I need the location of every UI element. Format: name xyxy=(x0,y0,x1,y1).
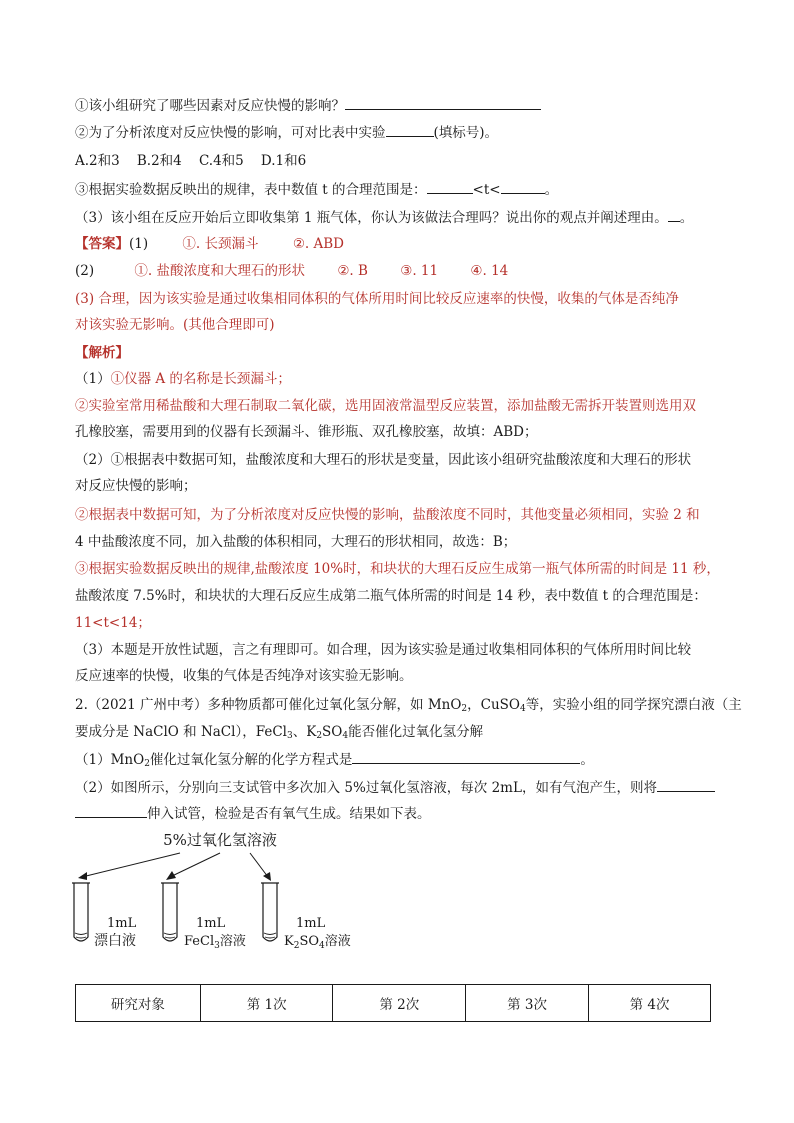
test-tube-figure xyxy=(60,825,380,955)
arrowhead-left xyxy=(78,872,87,880)
arrow-line-middle xyxy=(170,853,220,877)
arrowhead-middle xyxy=(166,871,176,880)
problem-2-q2-cont: 伸入试管，检验是否有氧气生成。结果如下表。 xyxy=(75,804,431,823)
test-tube-2 xyxy=(161,883,246,951)
table-header-cell: 第 2次 xyxy=(333,985,466,1022)
analysis-line-6a: （3）本题是开放性试题，言之有理即可。如合理，因为该实验是通过收集相同体积的气体所用时间比较 xyxy=(75,642,692,658)
options-line: A.2和3 B.2和4 C.4和5 D.1和6 xyxy=(75,153,307,169)
answer-blank[interactable] xyxy=(352,750,580,764)
table-header-row xyxy=(76,985,711,1022)
question-line-3: ③根据实验数据反映出的规律，表中数值 t 的合理范围是： <t< 。 xyxy=(75,182,559,198)
answer-blank[interactable] xyxy=(657,778,715,792)
analysis-line-1: （1）①仪器 A 的名称是长颈漏斗； xyxy=(75,371,291,387)
table-header-cell: 第 1次 xyxy=(200,985,333,1022)
problem-2-line-2: 要成分是 NaClO 和 NaCl），FeCl$_3$、$K_2SO_4$能否催化过氧化氢分解 xyxy=(75,724,484,741)
answer-line-3b: 对该实验无影响。(其他合理即可) xyxy=(75,317,275,333)
answer-label: 【答案】 xyxy=(75,236,129,252)
analysis-line-5b: 盐酸浓度 7.5%时，和块状的大理石反应生成第二瓶气体所需的时间是 14 秒，表中数值 t 的合理范围是： xyxy=(75,588,707,604)
analysis-line-4b: 4 中盐酸浓度不同，加入盐酸的体积相同，大理石的形状相同，故选：B； xyxy=(75,534,517,550)
tube-3-label: $K_2SO_4$溶液 xyxy=(284,934,351,951)
question-line-1: ①该小组研究了哪些因素对反应快慢的影响？ xyxy=(75,96,541,115)
figure-title: 5%过氧化氢溶液 xyxy=(163,831,277,849)
tube-2-label: FeCl$_3$溶液 xyxy=(184,934,246,951)
analysis-line-2b: 孔橡胶塞，需要用到的仪器有长颈漏斗、锥形瓶、双孔橡胶塞，故填：ABD； xyxy=(75,424,538,440)
answer-line-1: 【答案】(1) ①. 长颈漏斗 ②. ABD xyxy=(75,236,344,252)
problem-2-line-1: 2.（2021 广州中考）多种物质都可催化过氧化氢分解，如 MnO$_2$，CuSO$_4$等，实验小组的同学探究漂白液（主 xyxy=(75,697,742,714)
tube-3-volume: 1mL xyxy=(296,916,326,931)
tube-1-volume: 1mL xyxy=(107,916,137,931)
problem-2-q2: （2）如图所示，分别向三支试管中多次加入 5%过氧化氢溶液，每次 2mL，如有气泡产生，则将 xyxy=(75,778,715,797)
answer-line-2: (2) ①. 盐酸浓度和大理石的形状 ②. B ③. 11 ④. 14 xyxy=(75,263,509,279)
question-line-4: （3）该小组在反应开始后立即收集第 1 瓶气体，你认为该做法合理吗？说出你的观点并阐述理由。 。 xyxy=(75,210,694,226)
analysis-line-2a: ②实验室常用稀盐酸和大理石制取二氧化碳，选用固液常温型反应装置，添加盐酸无需拆开装置则选用双 xyxy=(75,398,696,414)
analysis-line-4a: ②根据表中数据可知，为了分析浓度对反应快慢的影响，盐酸浓度不同时，其他变量必须相同，实验 2 和 xyxy=(75,507,700,523)
analysis-label: 【解析】 xyxy=(75,345,129,361)
arrow-line-right xyxy=(250,853,268,877)
answer-blank[interactable] xyxy=(345,96,541,110)
answer-blank[interactable] xyxy=(75,804,147,818)
question-line-2: ②为了分析浓度对反应快慢的影响，可对比表中实验 (填标号)。 xyxy=(75,125,499,141)
analysis-line-5c: 11<t<14； xyxy=(75,615,151,631)
test-tube-3 xyxy=(261,883,351,951)
test-tube-1 xyxy=(72,883,137,949)
table-header-cell: 第 3次 xyxy=(466,985,589,1022)
analysis-line-6b: 反应速率的快慢，收集的气体是否纯净对该实验无影响。 xyxy=(75,668,413,684)
tube-1-label: 漂白液 xyxy=(94,933,136,949)
results-table xyxy=(75,984,711,1022)
analysis-line-3a: （2）①根据表中数据可知，盐酸浓度和大理石的形状是变量，因此该小组研究盐酸浓度和大理石的形状 xyxy=(75,452,692,468)
answer-blank[interactable] xyxy=(427,180,473,194)
table-header-cell: 第 4次 xyxy=(589,985,711,1022)
arrow-line-left xyxy=(82,853,180,877)
table-header-cell: 研究对象 xyxy=(76,985,201,1022)
arrowhead-right xyxy=(263,872,271,881)
answer-blank[interactable] xyxy=(668,208,680,222)
analysis-line-5a: ③根据实验数据反映出的规律,盐酸浓度 10%时，和块状的大理石反应生成第一瓶气体所需的时间是 11 秒， xyxy=(75,561,720,577)
analysis-line-3b: 对反应快慢的影响； xyxy=(75,478,197,494)
problem-2-q1: （1）MnO$_2$催化过氧化氢分解的化学方程式是 。 xyxy=(75,752,594,769)
answer-blank[interactable] xyxy=(386,123,434,137)
answer-line-3a: (3) 合理，因为该实验是通过收集相同体积的气体所用时间比较反应速率的快慢，收集的气体是否纯净 xyxy=(75,291,679,307)
tube-2-volume: 1mL xyxy=(196,916,226,931)
answer-blank[interactable] xyxy=(501,180,545,194)
